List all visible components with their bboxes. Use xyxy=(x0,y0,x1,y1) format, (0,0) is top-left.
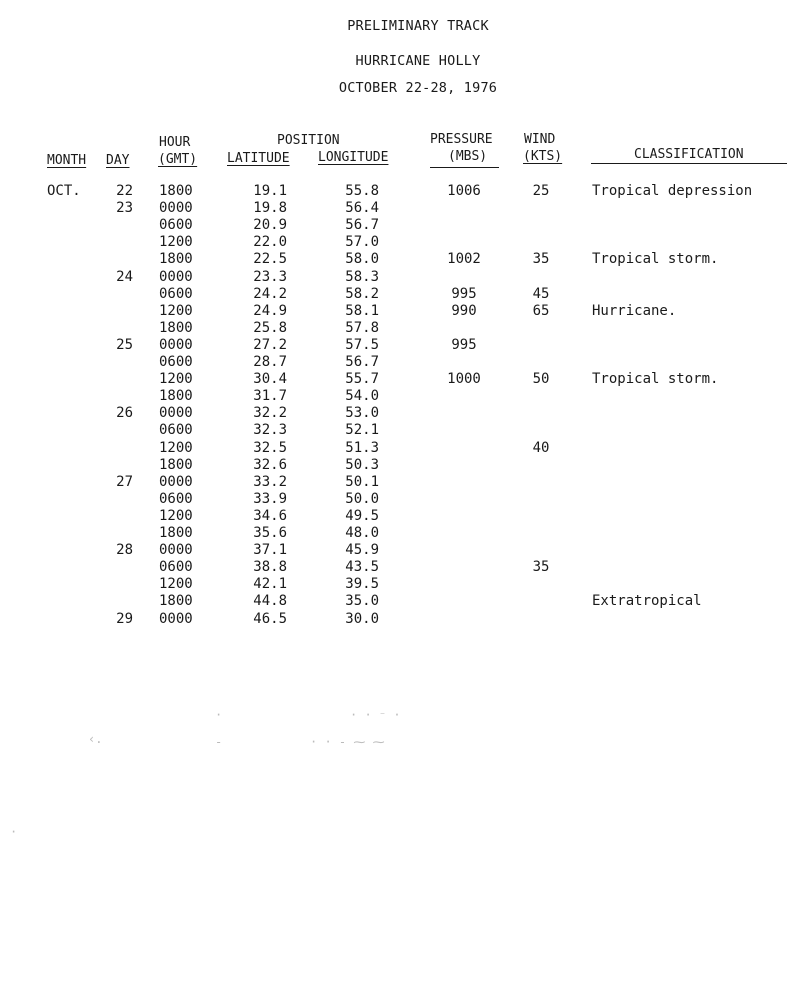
cell-pressure: 1000 xyxy=(447,371,481,388)
cell-day: 26 xyxy=(116,405,133,422)
cell-longitude: 53.0 xyxy=(345,405,379,422)
cell-day: 27 xyxy=(116,473,133,490)
cell-day: 25 xyxy=(116,336,133,353)
cell-longitude: 58.2 xyxy=(345,285,379,302)
cell-longitude: 56.7 xyxy=(345,354,379,370)
cell-hour: 0000 xyxy=(159,336,193,353)
cell-longitude: 52.1 xyxy=(345,422,379,439)
cell-latitude: 44.8 xyxy=(253,593,287,610)
cell-latitude: 32.2 xyxy=(253,405,287,422)
cell-latitude: 19.1 xyxy=(253,183,287,199)
cell-wind: 45 xyxy=(532,285,550,302)
cell-hour: 0600 xyxy=(159,490,193,507)
header-month: MONTH xyxy=(47,153,87,168)
cell-longitude: 57.0 xyxy=(345,234,379,251)
cell-pressure: 995 xyxy=(451,336,477,353)
cell-hour: 1200 xyxy=(159,507,193,524)
title-preliminary-track: PRELIMINARY TRACK xyxy=(347,18,489,34)
header-classification-underline xyxy=(591,163,787,164)
cell-hour: 0000 xyxy=(159,200,193,217)
scan-smudge: ‐ xyxy=(215,735,223,749)
cell-pressure: 1002 xyxy=(447,251,481,268)
cell-wind: 25 xyxy=(532,183,550,199)
cell-hour: 1800 xyxy=(159,251,193,268)
cell-hour: 0000 xyxy=(159,542,193,559)
cell-hour: 1800 xyxy=(159,183,193,199)
header-gmt: (GMT) xyxy=(158,152,198,167)
header-mbs: (MBS) xyxy=(448,149,488,164)
cell-hour: 1800 xyxy=(159,388,193,405)
cell-hour: 1800 xyxy=(159,525,193,541)
cell-day: 22 xyxy=(116,183,133,199)
cell-latitude: 38.8 xyxy=(253,559,287,576)
cell-hour: 0600 xyxy=(159,354,193,370)
cell-classification: Tropical depression xyxy=(592,183,753,199)
cell-latitude: 34.6 xyxy=(253,507,287,524)
cell-hour: 1200 xyxy=(159,576,193,593)
cell-longitude: 49.5 xyxy=(345,507,379,524)
cell-hour: 1200 xyxy=(159,371,193,388)
cell-latitude: 30.4 xyxy=(253,371,287,388)
cell-pressure: 990 xyxy=(451,302,477,319)
cell-hour: 0000 xyxy=(159,268,193,285)
cell-classification: Hurricane. xyxy=(592,302,677,319)
cell-hour: 0600 xyxy=(159,422,193,439)
cell-day: 24 xyxy=(116,268,133,285)
title-date-range: OCTOBER 22-28, 1976 xyxy=(338,80,498,96)
cell-longitude: 58.3 xyxy=(345,268,379,285)
cell-longitude: 56.7 xyxy=(345,217,379,234)
cell-month: OCT. xyxy=(47,183,81,199)
scan-smudge: · · ‐ ⁓ ⁓ xyxy=(310,735,385,749)
cell-longitude: 39.5 xyxy=(345,576,379,593)
cell-latitude: 22.0 xyxy=(253,234,287,251)
cell-longitude: 58.1 xyxy=(345,302,379,319)
header-pressure: PRESSURE xyxy=(430,132,493,147)
cell-latitude: 31.7 xyxy=(253,388,287,405)
cell-hour: 0600 xyxy=(159,217,193,234)
header-classification: CLASSIFICATION xyxy=(634,147,744,162)
cell-longitude: 45.9 xyxy=(345,542,379,559)
cell-longitude: 55.8 xyxy=(345,183,379,199)
cell-latitude: 20.9 xyxy=(253,217,287,234)
cell-latitude: 42.1 xyxy=(253,576,287,593)
cell-longitude: 57.8 xyxy=(345,319,379,336)
cell-longitude: 54.0 xyxy=(345,388,379,405)
cell-wind: 35 xyxy=(532,251,550,268)
cell-wind: 50 xyxy=(532,371,550,388)
header-longitude: LONGITUDE xyxy=(318,150,389,165)
cell-latitude: 46.5 xyxy=(253,610,287,627)
cell-hour: 1800 xyxy=(159,319,193,336)
header-day: DAY xyxy=(106,153,130,168)
header-pressure-underline xyxy=(430,167,499,168)
cell-longitude: 51.3 xyxy=(345,439,379,456)
cell-latitude: 24.2 xyxy=(253,285,287,302)
cell-longitude: 48.0 xyxy=(345,525,379,541)
scan-smudge: · xyxy=(10,825,18,839)
cell-latitude: 24.9 xyxy=(253,302,287,319)
cell-longitude: 50.3 xyxy=(345,456,379,473)
cell-longitude: 56.4 xyxy=(345,200,379,217)
cell-latitude: 32.6 xyxy=(253,456,287,473)
cell-day: 23 xyxy=(116,200,133,217)
cell-longitude: 43.5 xyxy=(345,559,379,576)
cell-latitude: 28.7 xyxy=(253,354,287,370)
cell-hour: 0000 xyxy=(159,405,193,422)
cell-pressure: 995 xyxy=(451,285,477,302)
cell-hour: 1200 xyxy=(159,302,193,319)
cell-latitude: 33.2 xyxy=(253,473,287,490)
cell-latitude: 27.2 xyxy=(253,336,287,353)
cell-classification: Tropical storm. xyxy=(592,251,719,268)
cell-classification: Tropical storm. xyxy=(592,371,719,388)
cell-classification: Extratropical xyxy=(592,593,702,610)
header-kts: (KTS) xyxy=(523,149,563,164)
header-position: POSITION xyxy=(277,133,340,148)
cell-latitude: 37.1 xyxy=(253,542,287,559)
cell-latitude: 33.9 xyxy=(253,490,287,507)
cell-hour: 1200 xyxy=(159,234,193,251)
cell-latitude: 35.6 xyxy=(253,525,287,541)
cell-latitude: 25.8 xyxy=(253,319,287,336)
cell-latitude: 19.8 xyxy=(253,200,287,217)
cell-latitude: 32.3 xyxy=(253,422,287,439)
cell-hour: 1800 xyxy=(159,593,193,610)
cell-hour: 0000 xyxy=(159,473,193,490)
scan-smudge: · · ⁻ · xyxy=(350,708,401,722)
scan-smudge: ‹. xyxy=(88,732,103,746)
cell-hour: 0000 xyxy=(159,610,193,627)
cell-latitude: 32.5 xyxy=(253,439,287,456)
cell-longitude: 50.1 xyxy=(345,473,379,490)
header-wind: WIND xyxy=(524,132,556,147)
cell-longitude: 55.7 xyxy=(345,371,379,388)
header-latitude: LATITUDE xyxy=(227,151,290,166)
cell-day: 29 xyxy=(116,610,133,627)
cell-longitude: 35.0 xyxy=(345,593,379,610)
cell-wind: 40 xyxy=(532,439,550,456)
cell-hour: 0600 xyxy=(159,559,193,576)
title-hurricane-name: HURRICANE HOLLY xyxy=(355,53,481,69)
cell-pressure: 1006 xyxy=(447,183,481,199)
cell-hour: 1800 xyxy=(159,456,193,473)
cell-wind: 65 xyxy=(532,302,550,319)
cell-longitude: 30.0 xyxy=(345,610,379,627)
cell-latitude: 23.3 xyxy=(253,268,287,285)
cell-hour: 1200 xyxy=(159,439,193,456)
cell-longitude: 57.5 xyxy=(345,336,379,353)
cell-latitude: 22.5 xyxy=(253,251,287,268)
cell-longitude: 58.0 xyxy=(345,251,379,268)
cell-longitude: 50.0 xyxy=(345,490,379,507)
scan-smudge: · xyxy=(215,708,223,722)
cell-wind: 35 xyxy=(532,559,550,576)
cell-hour: 0600 xyxy=(159,285,193,302)
header-hour: HOUR xyxy=(159,135,191,150)
cell-day: 28 xyxy=(116,542,133,559)
